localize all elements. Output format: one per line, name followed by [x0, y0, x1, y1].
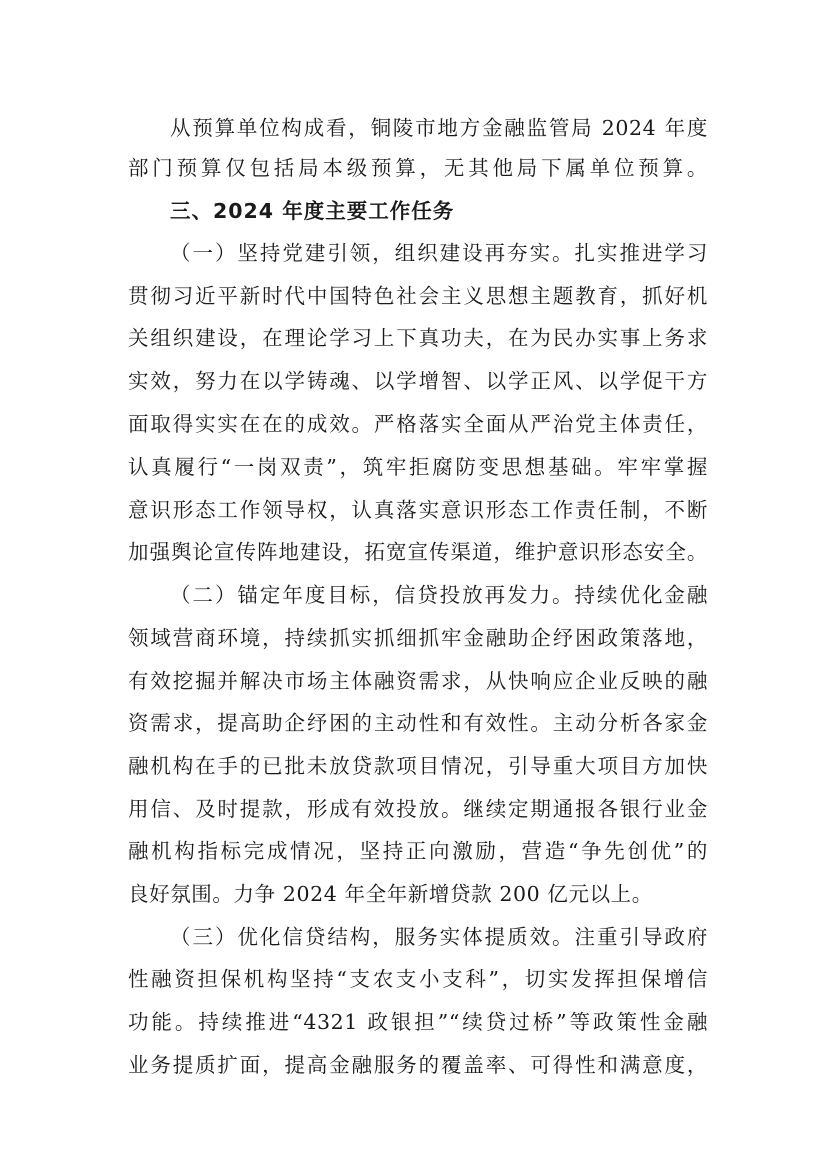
paragraph-line: 面取得实实在在的成效。严格落实全面从严治党主体责任， — [128, 412, 708, 436]
paragraph-line: 关组织建设，在理论学习上下真功夫，在为民办实事上务求 — [128, 326, 708, 350]
paragraph-line: 领域营商环境，持续抓实抓细抓牢金融助企纾困政策落地， — [128, 626, 708, 650]
paragraph-line: 性融资担保机构坚持“支农支小支科”，切实发挥担保增信 — [128, 967, 708, 991]
paragraph-line: 从预算单位构成看，铜陵市地方金融监管局 2024 年度 — [170, 116, 708, 140]
paragraph-line: 功能。持续推进“4321 政银担”“续贷过桥”等政策性金融 — [128, 1010, 708, 1034]
paragraph-line: （一）坚持党建引领，组织建设再夯实。扎实推进学习 — [170, 241, 708, 265]
paragraph-line: 融机构在手的已批未放贷款项目情况，引导重大项目方加快 — [128, 754, 708, 778]
paragraph-line: 部门预算仅包括局本级预算，无其他局下属单位预算。 — [128, 156, 708, 180]
section-heading: 三、2024 年度主要工作任务 — [170, 199, 455, 223]
paragraph-line: 用信、及时提款，形成有效投放。继续定期通报各银行业金 — [128, 797, 708, 821]
paragraph-line: 业务提质扩面，提高金融服务的覆盖率、可得性和满意度， — [128, 1053, 708, 1077]
paragraph-line: 有效挖掘并解决市场主体融资需求，从快响应企业反映的融 — [128, 669, 708, 693]
paragraph-line: 良好氛围。力争 2024 年全年新增贷款 200 亿元以上。 — [128, 882, 653, 906]
paragraph-line: 贯彻习近平新时代中国特色社会主义思想主题教育，抓好机 — [128, 284, 708, 308]
paragraph-line: 资需求，提高助企纾困的主动性和有效性。主动分析各家金 — [128, 711, 708, 735]
paragraph-line: （三）优化信贷结构，服务实体提质效。注重引导政府 — [170, 925, 708, 949]
paragraph-line: 加强舆论宣传阵地建设，拓宽宣传渠道，维护意识形态安全。 — [128, 540, 708, 564]
paragraph-line: （二）锚定年度目标，信贷投放再发力。持续优化金融 — [170, 583, 708, 607]
paragraph-line: 意识形态工作领导权，认真落实意识形态工作责任制，不断 — [128, 498, 708, 522]
paragraph-line: 融机构指标完成情况，坚持正向激励，营造“争先创优”的 — [128, 839, 708, 863]
paragraph-line: 实效，努力在以学铸魂、以学增智、以学正风、以学促干方 — [128, 369, 708, 393]
paragraph-line: 认真履行“一岗双责”，筑牢拒腐防变思想基础。牢牢掌握 — [128, 455, 708, 479]
